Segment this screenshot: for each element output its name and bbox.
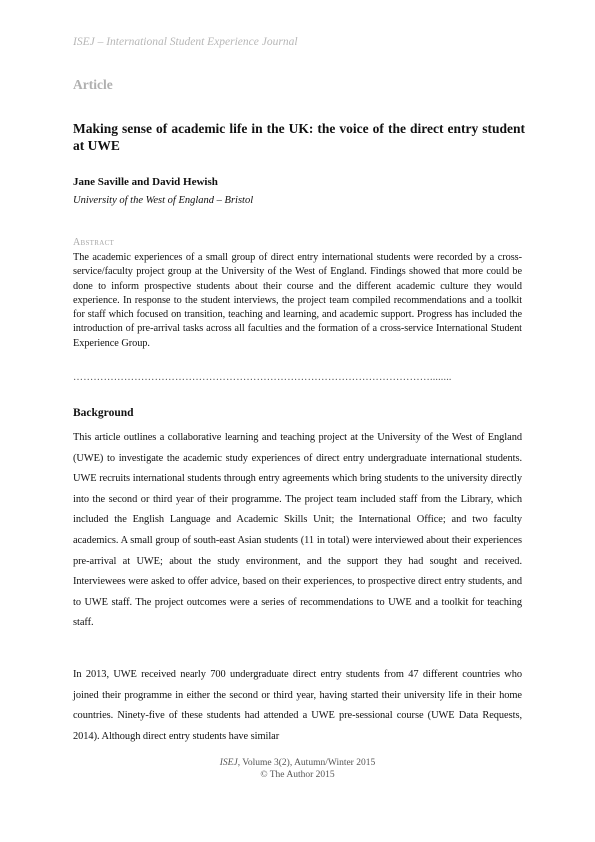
section-heading-background: Background: [73, 407, 134, 419]
footer-copyright: © The Author 2015: [260, 769, 335, 780]
body-paragraph: In 2013, UWE received nearly 700 undergraduate direct entry students from 47 different countries who joined their programme in either the second or third year, having started their university life in their home countries. Ninety-five of these students had attended a UWE pre-sessional course (UWE Data Requests, 2014). Although direct entry students have similar: [73, 669, 522, 742]
abstract-text: The academic experiences of a small group of direct entry international students were recorded by a cross-service/faculty project group at the University of the West of England. Findings showed that more could be done to inform prospective students about their course and the different academic culture they would experience. In response to the student interviews, the project team compiled recommendations and a toolkit for staff which focused on transition, teaching and learning, and academic support. Progress has included the introduction of pre-arrival tasks across all faculties and the formation of a cross-service International Student Experience Group.: [73, 252, 522, 349]
footer-journal-abbrev: ISEJ: [219, 758, 238, 768]
abstract-heading: Abstract: [73, 237, 115, 248]
footer-volume: , Volume 3(2), Autumn/Winter 2015: [237, 758, 376, 768]
section-type-label: Article: [73, 77, 113, 92]
footer-volume-line: [0, 758, 595, 770]
dotted-separator: ……………………………………………………………………………………………........: [73, 372, 452, 383]
author-affiliation: University of the West of England – Bristol: [73, 195, 254, 206]
page-footer: [0, 758, 595, 781]
article-title: Making sense of academic life in the UK: the voice of the direct entry student at UWE: [73, 121, 525, 153]
running-header: ISEJ – International Student Experience Journal: [73, 36, 298, 48]
author-names: Jane Saville and David Hewish: [73, 176, 218, 188]
body-paragraph: This article outlines a collaborative learning and teaching project at the University of the West of England (UWE) to investigate the academic study experiences of direct entry undergraduate international students. UWE recruits international students through entry agreements which bring students to the university directly into the second or third year of their programme. The project team included staff from the Library, which included the English Language and Academic Skills Unit; the International Office; and two faculty academics. A small group of south-east Asian students (11 in total) were interviewed about their experiences pre-arrival at UWE; about the study environment, and the support they had sought and received. Interviewees were asked to offer advice, based on their experiences, to prospective direct entry students, and to UWE staff. The project outcomes were a series of recommendations to UWE and a toolkit for teaching staff.: [73, 432, 522, 629]
